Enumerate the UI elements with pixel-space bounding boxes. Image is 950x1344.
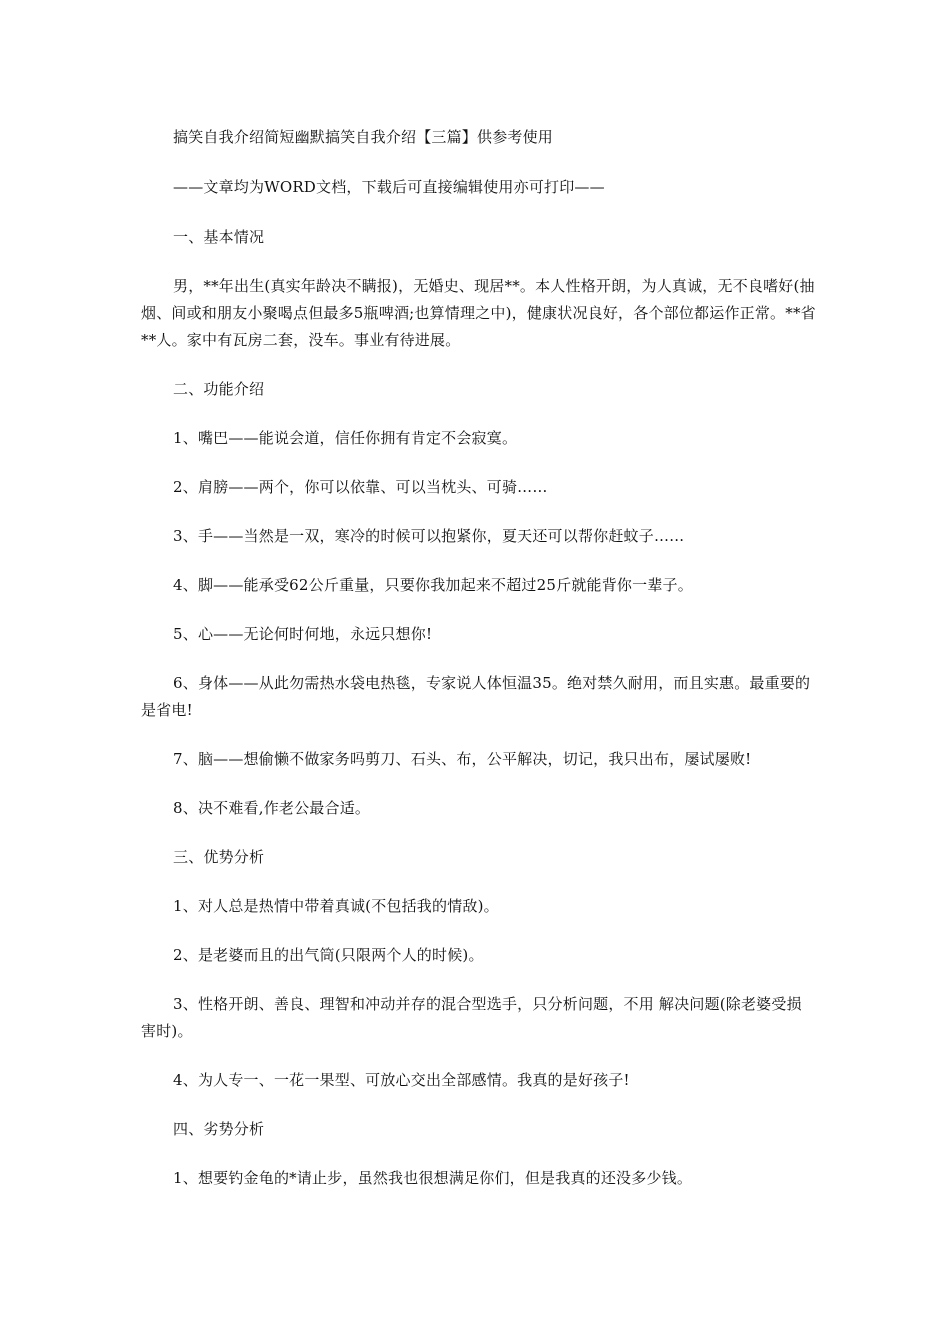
list-item-strength-3: 3、性格开朗、善良、理智和冲动并存的混合型选手，只分析问题，不用 解决问题(除老婆受损害时)。	[141, 995, 802, 1040]
section-heading-basic-info: 一、基本情况	[173, 228, 265, 246]
list-item-shoulders: 2、肩膀——两个，你可以依靠、可以当枕头、可骑……	[173, 478, 548, 496]
section-heading-weaknesses: 四、劣势分析	[173, 1120, 265, 1138]
list-item-strength-2: 2、是老婆而且的出气筒(只限两个人的时候)。	[173, 946, 484, 964]
document-body	[141, 124, 816, 1214]
document-subtitle: ——文章均为WORD文档，下载后可直接编辑使用亦可打印——	[173, 178, 605, 196]
list-item-body: 6、身体——从此勿需热水袋电热毯，专家说人体恒温35。绝对禁久耐用，而且实惠。最重要的是省电!	[141, 674, 811, 719]
section-heading-features: 二、功能介绍	[173, 380, 265, 398]
section-heading-strengths: 三、优势分析	[173, 848, 265, 866]
list-item-appearance: 8、决不难看,作老公最合适。	[173, 799, 371, 817]
list-item-heart: 5、心——无论何时何地，永远只想你!	[173, 625, 433, 643]
list-item-weakness-1: 1、想要钓金龟的*请止步，虽然我也很想满足你们，但是我真的还没多少钱。	[173, 1169, 693, 1187]
list-item-brain: 7、脑——想偷懒不做家务吗剪刀、石头、布，公平解决，切记，我只出布，屡试屡败!	[173, 750, 752, 768]
list-item-strength-4: 4、为人专一、一花一果型、可放心交出全部感情。我真的是好孩子!	[173, 1071, 630, 1089]
list-item-hands: 3、手——当然是一双，寒冷的时候可以抱紧你，夏天还可以帮你赶蚊子……	[173, 527, 685, 545]
document-title: 搞笑自我介绍简短幽默搞笑自我介绍【三篇】供参考使用	[173, 128, 554, 146]
paragraph-basic-info: 男，**年出生(真实年龄决不瞒报)，无婚史、现居**。本人性格开朗，为人真诚，无不良嗜好(抽烟、间或和朋友小聚喝点但最多5瓶啤酒;也算情理之中)，健康状况良好，各个部位都运作正常。**省**人。家中有瓦房二套，没车。事业有待进展。	[141, 277, 816, 349]
list-item-feet: 4、脚——能承受62公斤重量，只要你我加起来不超过25斤就能背你一辈子。	[173, 576, 693, 594]
list-item-strength-1: 1、对人总是热情中带着真诚(不包括我的情敌)。	[173, 897, 499, 915]
list-item-mouth: 1、嘴巴——能说会道，信任你拥有肯定不会寂寞。	[173, 429, 518, 447]
